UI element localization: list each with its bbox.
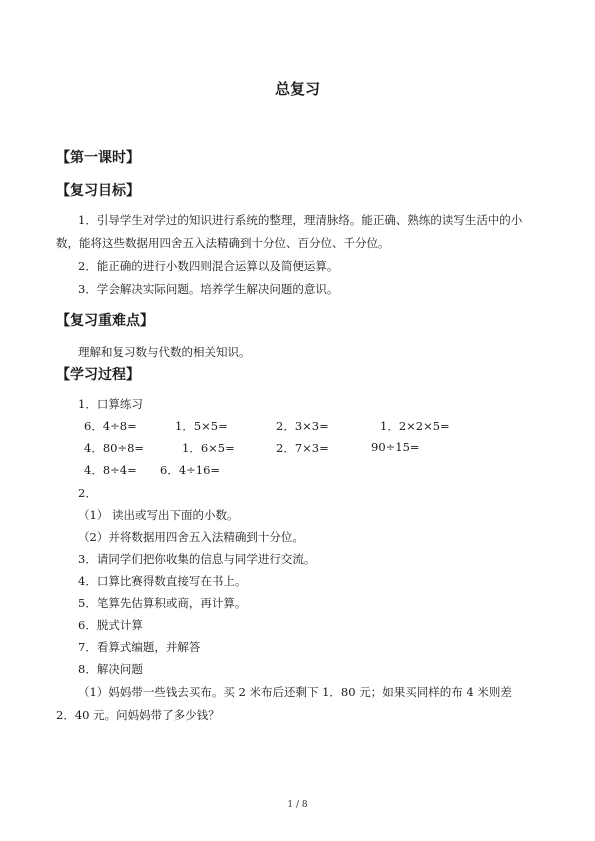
oral-calc-item: 1．5×5= — [175, 419, 228, 433]
process-item-2-sub-2: （2）并将数据用四舍五入法精确到十分位。 — [78, 530, 304, 544]
process-item-2-sub-1: （1） 读出或写出下面的小数。 — [78, 508, 239, 522]
process-item-8: 8．解决问题 — [78, 662, 143, 676]
oral-calc-item: 4．8÷4= — [84, 463, 137, 477]
goal-item-2: 2．能正确的进行小数四则混合运算以及简便运算。 — [78, 259, 339, 273]
problem-1-line-2: 2．40 元。问妈妈带了多少钱？ — [56, 708, 220, 722]
heading-lesson: 【第一课时】 — [56, 150, 140, 166]
oral-practice-title: 1．口算练习 — [78, 397, 143, 411]
page-title: 总复习 — [274, 80, 320, 98]
page-indicator: 1 / 8 — [287, 800, 308, 810]
process-item-3: 3．请同学们把你收集的信息与同学进行交流。 — [78, 552, 316, 566]
process-item-2: 2． — [78, 486, 97, 500]
oral-calc-item: 6．4÷16= — [160, 463, 221, 477]
problem-1-line-1: （1）妈妈带一些钱去买布。买 2 米布后还剩下 1．80 元；如果买同样的布 4 米则差 — [78, 685, 512, 699]
oral-calc-item: 6．4÷8= — [84, 419, 137, 433]
key-points-text: 理解和复习数与代数的相关知识。 — [78, 345, 251, 359]
goal-item-3: 3．学会解决实际问题。培养学生解决问题的意识。 — [78, 282, 339, 296]
process-item-6: 6．脱式计算 — [78, 618, 143, 632]
oral-calc-item: 4．80÷8= — [84, 441, 145, 455]
heading-process: 【学习过程】 — [56, 367, 140, 383]
goal-item-1-line-1: 1．引导学生对学过的知识进行系统的整理，理清脉络。能正确、熟练的读写生活中的小 — [78, 213, 523, 227]
process-item-4: 4．口算比赛得数直接写在书上。 — [78, 574, 247, 588]
heading-key-points: 【复习重难点】 — [56, 313, 154, 329]
heading-goals: 【复习目标】 — [56, 183, 140, 199]
goal-item-1-line-2: 数，能将这些数据用四舍五入法精确到十分位、百分位、千分位。 — [56, 236, 390, 250]
process-item-5: 5．笔算先估算积或商，再计算。 — [78, 596, 247, 610]
oral-calc-item: 2．3×3= — [276, 419, 329, 433]
oral-calc-item: 90÷15= — [371, 440, 420, 454]
oral-calc-item: 2．7×3= — [276, 441, 329, 455]
process-item-7: 7．看算式编题，并解答 — [78, 640, 201, 654]
oral-calc-item: 1．6×5= — [182, 441, 235, 455]
oral-calc-item: 1．2×2×5= — [380, 419, 450, 433]
